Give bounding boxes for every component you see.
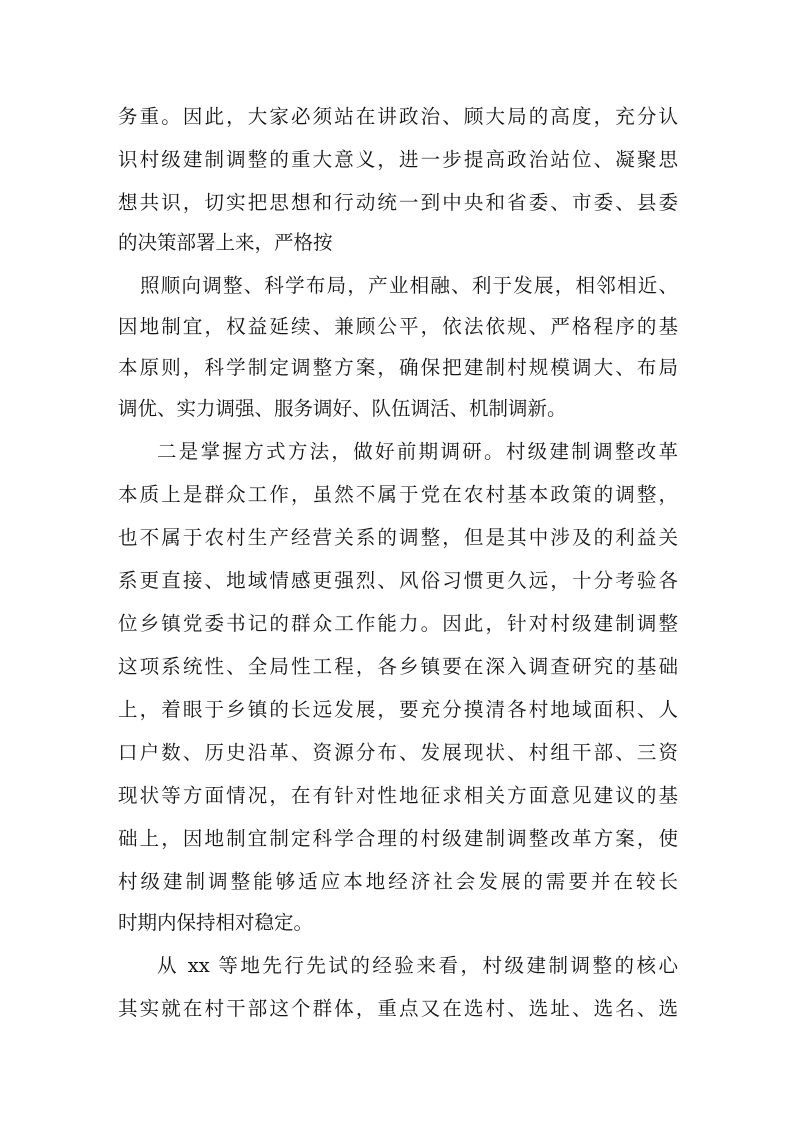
text-line: 也不属于农村生产经营关系的调整，但是其中涉及的利益关 (118, 526, 678, 549)
text-line: 其实就在村干部这个群体，重点又在选村、选址、选名、选 (118, 997, 678, 1020)
text-line: 因地制宜，权益延续、兼顾公平，依法依规、严格程序的基 (118, 315, 678, 338)
text-line: 位乡镇党委书记的群众工作能力。因此，针对村级建制调整 (118, 612, 678, 635)
text-line: 村级建制调整能够适应本地经济社会发展的需要并在较长 (118, 870, 678, 893)
text-line: 照顺向调整、科学布局，产业相融、利于发展，相邻相近、 (140, 274, 678, 297)
text-line: 的决策部署上来，严格按 (118, 231, 333, 254)
text-line: 时期内保持相对稳定。 (118, 911, 314, 934)
text-line: 务重。因此，大家必须站在讲政治、顾大局的高度，充分认 (118, 105, 678, 128)
text-line: 调优、实力调强、服务调好、队伍调活、机制调新。 (118, 397, 567, 420)
text-line: 本原则，科学制定调整方案，确保把建制村规模调大、布局 (118, 356, 678, 379)
text-line: 口户数、历史沿革、资源分布、发展现状、村组干部、三资 (118, 741, 678, 764)
text-line: 上，着眼于乡镇的长远发展，要充分摸清各村地域面积、人 (118, 698, 678, 721)
text-line: 础上，因地制宜制定科学合理的村级建制调整改革方案，使 (118, 827, 678, 850)
text-line: 二是掌握方式方法，做好前期调研。村级建制调整改革 (157, 440, 678, 463)
text-line: 识村级建制调整的重大意义，进一步提高政治站位、凝聚思 (118, 148, 678, 171)
text-line: 这项系统性、全局性工程，各乡镇要在深入调查研究的基础 (118, 655, 678, 678)
text-line: 从 xx 等地先行先试的经验来看，村级建制调整的核心 (157, 954, 678, 977)
text-line: 本质上是群众工作，虽然不属于党在农村基本政策的调整， (118, 483, 678, 506)
text-line: 系更直接、地域情感更强烈、风俗习惯更久远，十分考验各 (118, 569, 678, 592)
text-line: 现状等方面情况，在有针对性地征求相关方面意见建议的基 (118, 784, 678, 807)
text-line: 想共识，切实把思想和行动统一到中央和省委、市委、县委 (118, 191, 678, 214)
